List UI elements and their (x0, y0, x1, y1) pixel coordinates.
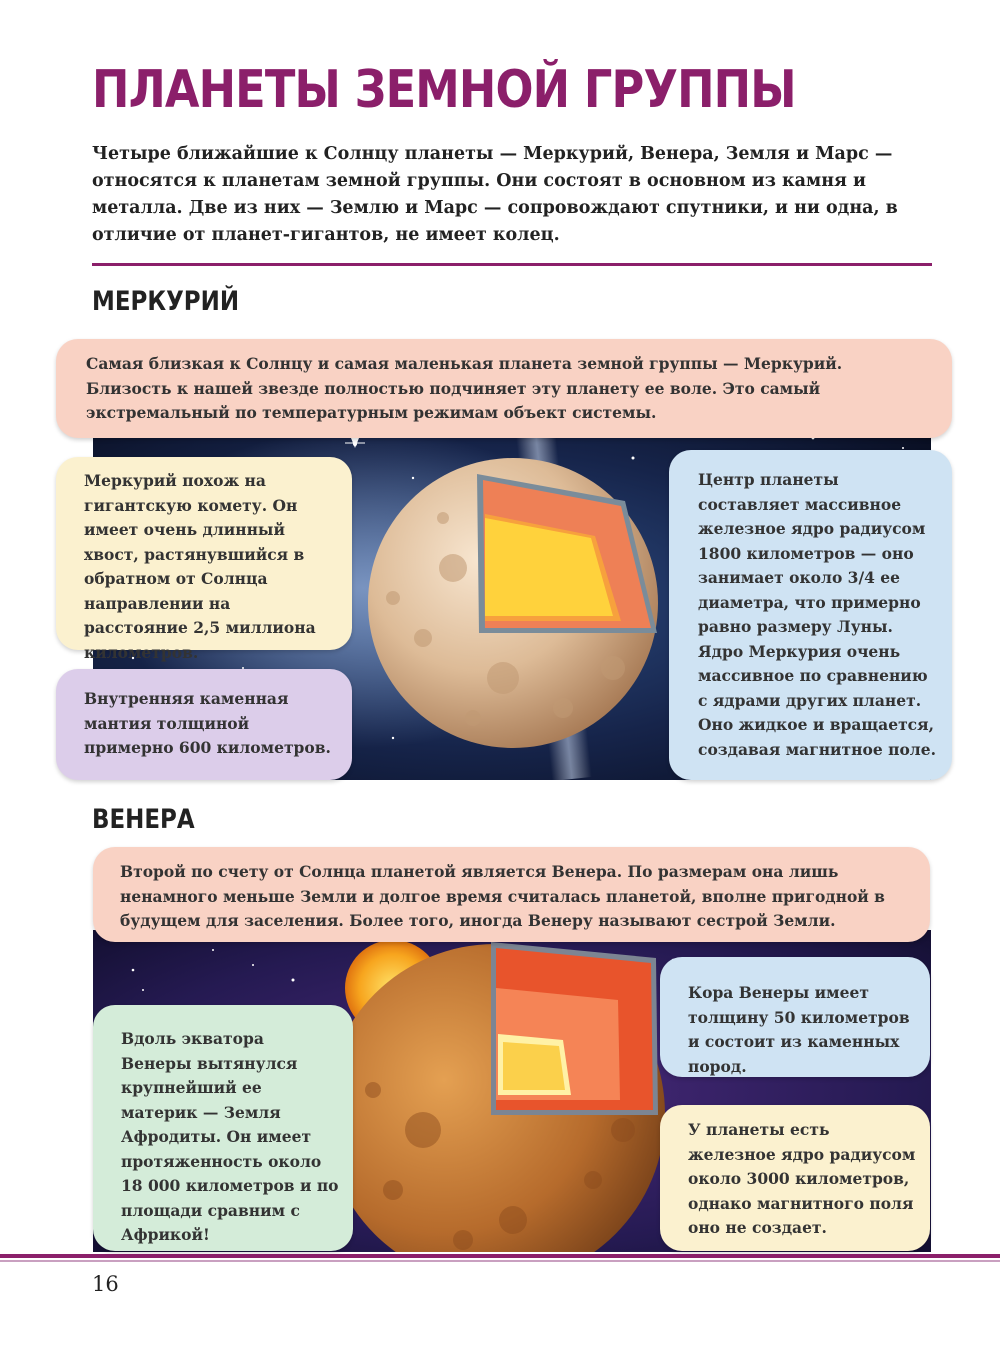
mercury-core-text: Центр планеты составляет массивное железное ядро радиусом 1800 километров — оно занимает около 3/4 ее диаметра, что примерно равно размеру Луны. Ядро Меркурия очень массивное по сравнению с ядрами других планет. Оно жидкое и вращается, создавая магнитное поле. (698, 470, 936, 759)
footer-divider-thin (0, 1260, 1000, 1262)
venus-core-box (660, 1105, 930, 1251)
mercury-lead-text: Самая близкая к Солнцу и самая маленькая планета земной группы — Меркурий. Близость к нашей звезде полностью подчиняет эту планету ее воле. Это самый экстремальный по температурным режимам объект системы. (86, 354, 843, 422)
mercury-lead-box (56, 339, 952, 438)
mercury-comet-text: Меркурий похож на гигантскую комету. Он имеет очень длинный хвост, растянувшийся в обратном от Солнца направлении на расстояние 2,5 миллиона километров. (84, 471, 316, 662)
venus-crust-text: Кора Венеры имеет толщину 50 километров и состоит из каменных пород. (688, 983, 910, 1076)
intro-paragraph: Четыре ближайшие к Солнцу планеты — Меркурий, Венера, Земля и Марс — относятся к планетам земной группы. Они состоят в основном из камня и металла. Две из них — Землю и Марс — сопровождают спутники, и ни одна, в отличие от планет-гигантов, не имеет колец. (92, 144, 898, 245)
venus-continent-box (93, 1005, 353, 1251)
mercury-mantle-box (56, 669, 352, 780)
mercury-comet-box (56, 457, 352, 662)
venus-core-text: У планеты есть железное ядро радиусом около 3000 километров, однако магнитного поля оно не создает. (688, 1120, 916, 1237)
footer-divider (0, 1254, 1000, 1258)
venus-lead-text: Второй по счету от Солнца планетой является Венера. По размерам она лишь ненамного меньше Земли и долгое время считалась планетой, вполне пригодной в будущем для заселения. Более того, иногда Венеру называют сестрой Земли. (120, 862, 885, 930)
title-divider (92, 263, 932, 266)
page-title: ПЛАНЕТЫ ЗЕМНОЙ ГРУППЫ (92, 60, 796, 120)
mercury-core-box (669, 450, 952, 780)
venus-heading: ВЕНЕРА (92, 804, 195, 835)
venus-lead-box (93, 847, 930, 942)
venus-continent-text: Вдоль экватора Венеры вытянулся крупнейший ее материк — Земля Афродиты. Он имеет протяженность около 18 000 километров и по площади сравним с Африкой! (121, 1029, 339, 1244)
venus-crust-box (660, 957, 930, 1077)
page-number: 16 (92, 1272, 119, 1296)
mercury-heading: МЕРКУРИЙ (92, 286, 240, 317)
mercury-mantle-text: Внутренняя каменная мантия толщиной примерно 600 километров. (84, 689, 331, 757)
